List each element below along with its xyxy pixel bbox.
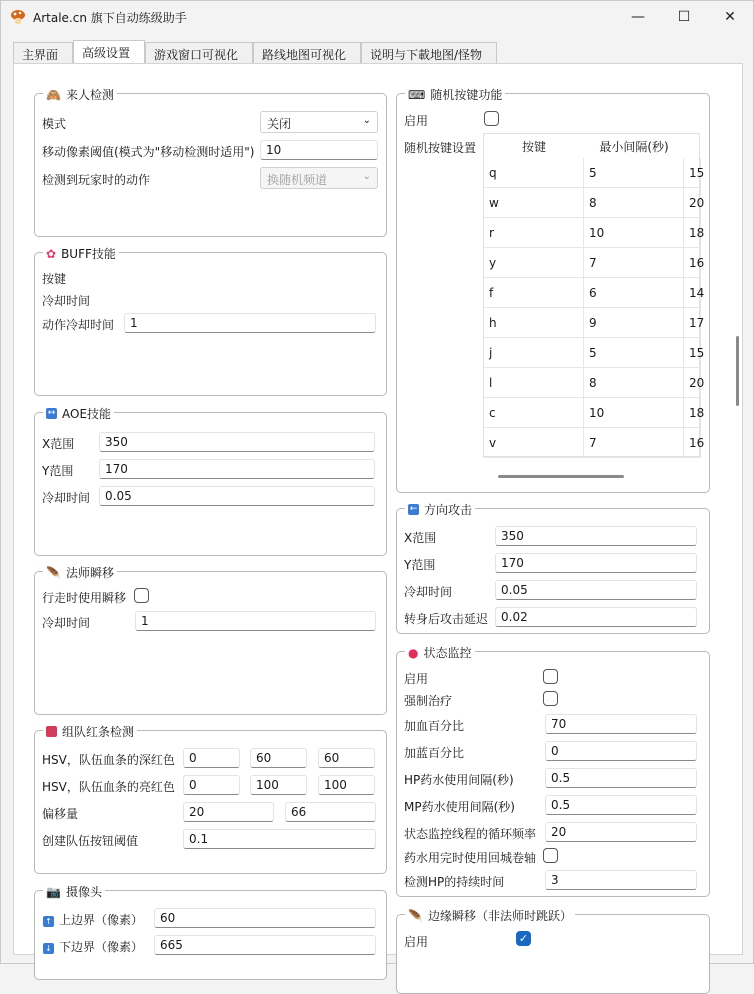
max-interval-cell[interactable]: 16	[684, 428, 701, 458]
arrows-icon: ↔	[47, 408, 56, 418]
teleport-cd-input[interactable]: 1	[135, 611, 376, 631]
max-interval-cell[interactable]: 20	[684, 368, 701, 398]
status-monitor-group	[396, 645, 710, 897]
group-title: 方向攻击	[424, 503, 473, 517]
hp-interval-input[interactable]: 0.5	[545, 768, 697, 788]
max-interval-cell[interactable]: 20	[684, 188, 701, 218]
edge-teleport-group	[396, 908, 710, 994]
max-interval-cell[interactable]: 16	[684, 248, 701, 278]
action-label: 检测到玩家时的动作	[42, 173, 151, 187]
offset-y-input[interactable]: 66	[285, 802, 376, 822]
max-interval-cell[interactable]: 14	[684, 278, 701, 308]
min-interval-cell[interactable]: 5	[584, 338, 684, 368]
key-cell[interactable]: h	[484, 308, 584, 338]
key-cell[interactable]: v	[484, 428, 584, 458]
group-title: 来人检测	[65, 88, 114, 102]
bright-v-input[interactable]: 100	[318, 775, 375, 795]
dir-y-input[interactable]: 170	[495, 553, 697, 573]
aoe-cd-label: 冷却时间	[42, 491, 91, 505]
tab-route-map-visual[interactable]: 路线地图可视化	[253, 42, 361, 64]
hp-interval-label: HP药水使用间隔(秒)	[404, 773, 514, 787]
dir-cd-label: 冷却时间	[404, 585, 453, 599]
min-interval-cell[interactable]: 5	[584, 158, 684, 188]
key-cell[interactable]: q	[484, 158, 584, 188]
random-key-group	[396, 87, 710, 493]
aoe-x-label: X范围	[42, 437, 75, 451]
min-interval-cell[interactable]: 10	[584, 398, 684, 428]
min-interval-cell[interactable]: 8	[584, 188, 684, 218]
mode-select[interactable]	[260, 111, 378, 133]
dark-s-input[interactable]: 60	[250, 748, 307, 768]
group-title: 状态监控	[423, 646, 472, 660]
threshold-label: 移动像素阈值(模式为"移动检测时适用")	[42, 145, 255, 159]
bright-s-input[interactable]: 100	[250, 775, 307, 795]
chevron-down-icon: ⌄	[362, 115, 371, 126]
dir-cd-input[interactable]: 0.05	[495, 580, 697, 600]
key-cell[interactable]: f	[484, 278, 584, 308]
buff-cooldown-label: 冷却时间	[42, 294, 91, 308]
maximize-button[interactable]: ☐	[677, 9, 691, 25]
mp-interval-input[interactable]: 0.5	[545, 795, 697, 815]
min-interval-cell[interactable]: 7	[584, 248, 684, 278]
random-settings-label: 随机按键设置	[404, 141, 477, 155]
random-enable-label: 启用	[404, 114, 429, 128]
arrow-left-icon: ←	[409, 504, 418, 514]
flower-icon: ✿	[46, 246, 57, 261]
buff-skill-group	[34, 246, 387, 396]
mp-pct-input[interactable]: 0	[545, 741, 697, 761]
advanced-settings-pane	[13, 63, 743, 955]
group-title: 法师瞬移	[65, 566, 114, 580]
chevron-down-icon: ⌄	[362, 171, 371, 182]
hp-pct-label: 加血百分比	[404, 719, 465, 733]
min-interval-cell[interactable]: 8	[584, 368, 684, 398]
edge-enable-checkbox[interactable]: ✓	[516, 931, 531, 946]
action-value: 换随机频道	[267, 173, 328, 187]
dark-h-input[interactable]: 0	[183, 748, 240, 768]
key-cell[interactable]: y	[484, 248, 584, 278]
edge-enable-label: 启用	[404, 935, 429, 949]
max-interval-cell[interactable]: 15	[684, 338, 701, 368]
group-title: AOE技能	[62, 407, 112, 421]
mp-interval-label: MP药水使用间隔(秒)	[404, 800, 515, 814]
hp-duration-label: 检测HP的持续时间	[404, 875, 505, 889]
dark-red-label: HSV，队伍血条的深红色	[42, 753, 175, 767]
tab-main[interactable]: 主界面	[13, 42, 73, 64]
create-party-input[interactable]: 0.1	[183, 829, 376, 849]
bright-red-label: HSV，队伍血条的亮红色	[42, 780, 175, 794]
random-key-table[interactable]	[483, 133, 705, 457]
key-cell[interactable]: r	[484, 218, 584, 248]
bright-h-input[interactable]: 0	[183, 775, 240, 795]
status-enable-checkbox[interactable]	[543, 669, 558, 684]
scroll-icon: 🪶	[46, 565, 61, 580]
close-button[interactable]: ✕	[724, 9, 736, 25]
pane-vertical-scrollbar[interactable]	[736, 336, 739, 406]
turn-delay-input[interactable]: 0.02	[495, 607, 697, 627]
aoe-x-input[interactable]: 350	[99, 432, 375, 452]
create-party-label: 创建队伍按钮阈值	[42, 834, 139, 848]
offset-label: 偏移量	[42, 807, 79, 821]
red-square-icon	[46, 726, 57, 737]
camera-bottom-label	[43, 938, 143, 955]
max-interval-cell[interactable]: 18	[684, 218, 701, 248]
action-cooldown-label: 动作冷却时间	[42, 318, 115, 332]
tab-advanced-settings[interactable]: 高级设置	[73, 40, 145, 64]
action-select[interactable]	[260, 167, 378, 189]
party-hp-detect-group	[34, 725, 387, 874]
turn-delay-label: 转身后攻击延迟	[404, 612, 489, 626]
key-cell[interactable]: l	[484, 368, 584, 398]
group-title: BUFF技能	[61, 247, 116, 261]
dark-v-input[interactable]: 60	[318, 748, 375, 768]
camera-top-label	[43, 911, 143, 928]
aoe-cd-input[interactable]: 0.05	[99, 486, 375, 506]
threshold-input[interactable]: 10	[260, 140, 378, 160]
app-logo-icon	[10, 9, 26, 25]
group-title: 组队红条检测	[62, 725, 135, 739]
tab-game-window-visual[interactable]: 游戏窗口可视化	[145, 42, 253, 64]
tab-help-download[interactable]: 说明与下載地图/怪物	[361, 42, 497, 64]
hp-pct-input[interactable]: 70	[545, 714, 697, 734]
camera-top-text: 上边界（像素）	[59, 913, 144, 927]
camera-bottom-input[interactable]: 665	[154, 935, 376, 955]
minimize-button[interactable]: —	[631, 9, 645, 25]
min-interval-cell[interactable]: 7	[584, 428, 684, 458]
table-horizontal-scrollbar[interactable]	[498, 475, 624, 478]
return-scroll-checkbox[interactable]	[543, 848, 558, 863]
dir-x-label: X范围	[404, 531, 437, 545]
walk-teleport-checkbox[interactable]	[134, 588, 149, 603]
direction-attack-group	[396, 503, 710, 634]
player-detect-group	[34, 87, 387, 237]
title-bar	[1, 1, 753, 33]
min-interval-cell[interactable]: 6	[584, 278, 684, 308]
hp-duration-input[interactable]: 3	[545, 870, 697, 890]
scroll-icon: 🪶	[408, 908, 423, 923]
return-scroll-label: 药水用完时使用回城卷轴	[404, 851, 537, 865]
max-interval-cell[interactable]: 17	[684, 308, 701, 338]
force-heal-checkbox[interactable]	[543, 691, 558, 706]
mp-pct-label: 加蓝百分比	[404, 746, 465, 760]
loop-freq-label: 状态监控线程的循环频率	[404, 827, 537, 841]
mage-teleport-group	[34, 565, 387, 715]
drop-icon: ●	[408, 645, 419, 660]
person-icon: 🙈	[46, 87, 61, 102]
camera-top-input[interactable]: 60	[154, 908, 376, 928]
window-title: Artale.cn 旗下自动练级助手	[33, 11, 187, 25]
min-interval-cell[interactable]: 9	[584, 308, 684, 338]
dir-y-label: Y范围	[404, 558, 436, 572]
camera-bottom-text: 下边界（像素）	[59, 940, 144, 954]
force-heal-label: 强制治疗	[404, 694, 453, 708]
key-cell[interactable]: w	[484, 188, 584, 218]
walk-teleport-label: 行走时使用瞬移	[42, 591, 127, 605]
min-interval-cell[interactable]: 10	[584, 218, 684, 248]
teleport-cd-label: 冷却时间	[42, 616, 91, 630]
mode-value: 关闭	[267, 117, 292, 131]
col-key-header[interactable]: 按键	[521, 140, 546, 154]
camera-icon: 📷	[46, 884, 61, 899]
max-interval-cell[interactable]: 18	[684, 398, 701, 428]
dir-x-input[interactable]: 350	[495, 526, 697, 546]
col-min-header[interactable]: 最小间隔(秒)	[599, 140, 669, 154]
key-cell[interactable]: c	[484, 398, 584, 428]
aoe-y-input[interactable]: 170	[99, 459, 375, 479]
buff-key-label: 按键	[42, 272, 67, 286]
key-cell[interactable]: j	[484, 338, 584, 368]
keyboard-icon: ⌨	[408, 87, 426, 102]
camera-group	[34, 884, 387, 980]
arrow-down-icon: ↓	[43, 943, 54, 954]
loop-freq-input[interactable]: 20	[545, 822, 697, 842]
random-enable-checkbox[interactable]	[484, 111, 499, 126]
status-enable-label: 启用	[404, 672, 429, 686]
offset-x-input[interactable]: 20	[183, 802, 274, 822]
aoe-skill-group	[34, 407, 387, 556]
max-interval-cell[interactable]: 15	[684, 158, 701, 188]
mode-label: 模式	[42, 117, 67, 131]
action-cooldown-input[interactable]: 1	[124, 313, 376, 333]
group-title: 摄像头	[65, 885, 102, 899]
arrow-up-icon: ↑	[43, 916, 54, 927]
aoe-y-label: Y范围	[42, 464, 74, 478]
group-title: 随机按键功能	[430, 88, 503, 102]
group-title: 边缘瞬移（非法师时跳跃）	[427, 909, 572, 923]
